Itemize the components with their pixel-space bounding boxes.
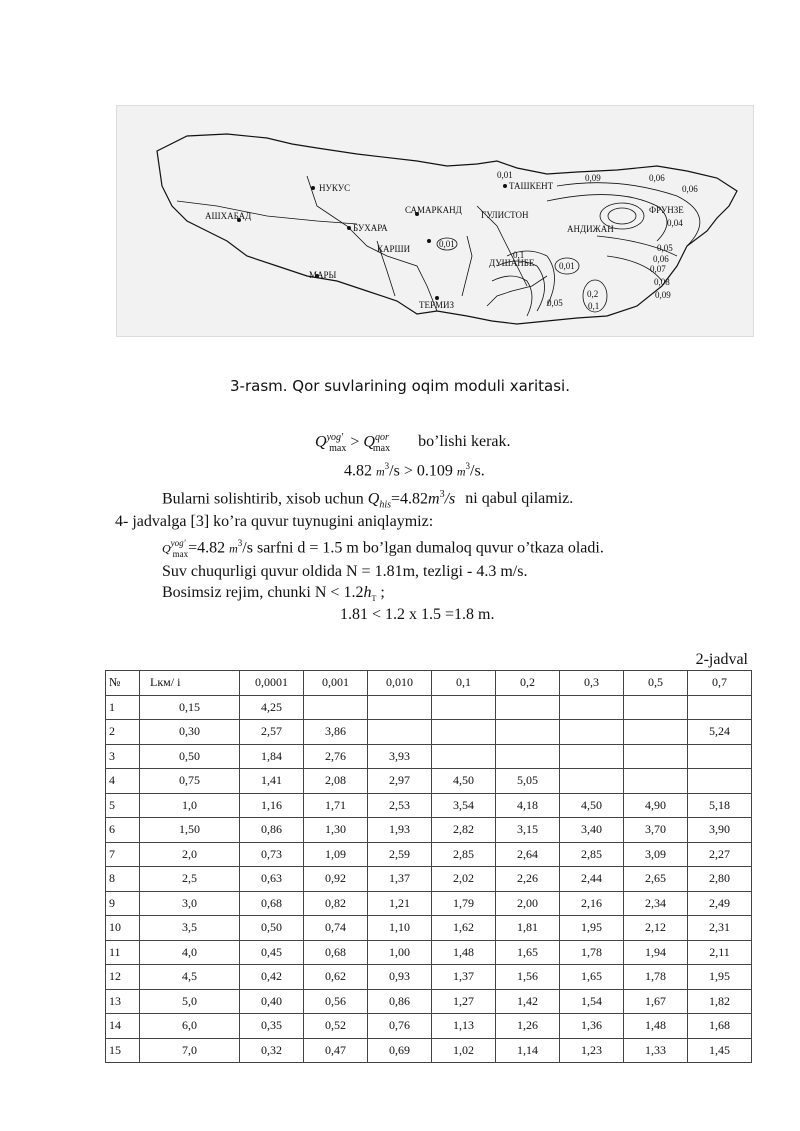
table-cell — [496, 695, 560, 720]
table-cell — [560, 744, 624, 769]
table-cell — [688, 769, 752, 794]
map-city-label: САМАРКАНД — [405, 205, 462, 215]
table-cell: 3,90 — [688, 818, 752, 843]
table-cell — [624, 695, 688, 720]
table-cell: 5,18 — [688, 793, 752, 818]
table-cell: Lкм/ i — [140, 671, 240, 696]
table-cell: 5,0 — [140, 989, 240, 1014]
table-cell: 3,70 — [624, 818, 688, 843]
map-isoline-label: 0,08 — [654, 277, 670, 287]
table-cell: 1,16 — [240, 793, 304, 818]
map-isoline-label: 0,01 — [497, 170, 513, 180]
table-cell: 4,50 — [560, 793, 624, 818]
table-cell: 1,27 — [432, 989, 496, 1014]
table-cell: 1,37 — [432, 965, 496, 990]
table-cell: 3,54 — [432, 793, 496, 818]
table-cell: 0,62 — [304, 965, 368, 990]
map-city-label: НУКУС — [319, 183, 351, 193]
table-cell: 7 — [106, 842, 140, 867]
table-cell: 0,40 — [240, 989, 304, 1014]
table-cell: 10 — [106, 916, 140, 941]
table-cell — [560, 769, 624, 794]
map-city-label: КАРШИ — [377, 244, 411, 254]
table-cell — [432, 720, 496, 745]
table-cell: 1,71 — [304, 793, 368, 818]
table-cell: 12 — [106, 965, 140, 990]
paragraph-line: 1.81 < 1.2 x 1.5 =1.8 m. — [340, 606, 495, 623]
table-cell — [560, 720, 624, 745]
table-cell: 0,52 — [304, 1014, 368, 1039]
table-cell: 4 — [106, 769, 140, 794]
table-cell: 0,92 — [304, 867, 368, 892]
paragraph-line: Bosimsiz rejim, chunki $N < 1.2h_T$ ; — [162, 584, 385, 604]
map-city-label: ТЕРМИЗ — [419, 300, 455, 310]
table-cell: 3,93 — [368, 744, 432, 769]
data-table — [105, 670, 752, 1063]
table-cell: 2,27 — [688, 842, 752, 867]
table-cell — [304, 695, 368, 720]
table-row — [106, 720, 752, 745]
table-cell: 2,76 — [304, 744, 368, 769]
table-cell: 2,65 — [624, 867, 688, 892]
table-cell: 1,56 — [496, 965, 560, 990]
table-row — [106, 695, 752, 720]
table-cell: 0,47 — [304, 1038, 368, 1063]
formula-comparison: $Q^{yog'}_{max} > Q^{qor}_{max}$ bo’lishi kerak. — [315, 432, 511, 454]
table-cell: 4,5 — [140, 965, 240, 990]
map-city-label: МАРЫ — [309, 270, 337, 280]
map-isoline-label: 0,06 — [653, 254, 669, 264]
table-row — [106, 891, 752, 916]
table-cell: 1,93 — [368, 818, 432, 843]
table-cell: 2,59 — [368, 842, 432, 867]
table-cell: 1,78 — [560, 940, 624, 965]
table-cell — [624, 769, 688, 794]
table-cell — [368, 695, 432, 720]
table-cell: 0,30 — [140, 720, 240, 745]
table-row — [106, 1014, 752, 1039]
paragraph-line: Bularni solishtirib, xisob uchun $Q_{his}=4.82m^3/s$ ni qabul qilamiz. — [162, 489, 574, 511]
table-cell: 11 — [106, 940, 140, 965]
table-cell — [432, 695, 496, 720]
table-cell: 1,62 — [432, 916, 496, 941]
table-cell — [688, 744, 752, 769]
table-cell: 2,57 — [240, 720, 304, 745]
table-cell: 1,84 — [240, 744, 304, 769]
table-cell: 1,41 — [240, 769, 304, 794]
table-row — [106, 965, 752, 990]
table-cell: 1,54 — [560, 989, 624, 1014]
table-cell: 0,68 — [240, 891, 304, 916]
map-city-label: АШХАБАД — [205, 211, 252, 221]
table-cell — [432, 744, 496, 769]
map-isoline-label: 0,07 — [650, 264, 666, 274]
table-cell: 9 — [106, 891, 140, 916]
map-isoline-label: 0,01 — [439, 239, 455, 249]
map-isoline-label: 0,01 — [559, 261, 575, 271]
table-row — [106, 769, 752, 794]
map-isoline-label: 0,2 — [587, 289, 599, 299]
map-isoline-label: 0,06 — [649, 173, 665, 183]
table-cell: 4,25 — [240, 695, 304, 720]
table-cell: 0,73 — [240, 842, 304, 867]
table-cell: 0,93 — [368, 965, 432, 990]
table-cell: 2,5 — [140, 867, 240, 892]
table-cell: 2,02 — [432, 867, 496, 892]
map-isoline-label: 0,1 — [588, 301, 600, 311]
table-cell: 1,37 — [368, 867, 432, 892]
runoff-map — [117, 106, 755, 338]
table-cell: 2,16 — [560, 891, 624, 916]
table-cell: 1,68 — [688, 1014, 752, 1039]
table-cell — [624, 744, 688, 769]
map-isoline-label: 0,1 — [513, 250, 525, 260]
table-cell: 1,48 — [432, 940, 496, 965]
table-cell: 2,11 — [688, 940, 752, 965]
table-cell: 1,95 — [688, 965, 752, 990]
table-cell: 2,08 — [304, 769, 368, 794]
table-cell: 1,10 — [368, 916, 432, 941]
table-cell: 2,12 — [624, 916, 688, 941]
table-row — [106, 916, 752, 941]
table-cell: 6,0 — [140, 1014, 240, 1039]
table-cell — [368, 720, 432, 745]
table-cell: 1,36 — [560, 1014, 624, 1039]
table-cell: 1,67 — [624, 989, 688, 1014]
table-cell: 1,65 — [560, 965, 624, 990]
table-cell: 2,49 — [688, 891, 752, 916]
table-cell: 7,0 — [140, 1038, 240, 1063]
map-isoline-label: 0,06 — [682, 184, 698, 194]
table-cell: 1,0 — [140, 793, 240, 818]
table-cell: 2,85 — [560, 842, 624, 867]
table-row — [106, 818, 752, 843]
table-cell: 1,26 — [496, 1014, 560, 1039]
map-city-label: АНДИЖАН — [567, 224, 614, 234]
table-cell: 0,010 — [368, 671, 432, 696]
table-cell: 0,0001 — [240, 671, 304, 696]
table-cell: 0,86 — [240, 818, 304, 843]
table-cell: 1,00 — [368, 940, 432, 965]
table-cell: 8 — [106, 867, 140, 892]
paragraph-line: Suv chuqurligi quvur oldida N = 1.81m, tezligi - 4.3 m/s. — [162, 563, 528, 580]
map-city-label: БУХАРА — [353, 223, 388, 233]
table-cell: 2,97 — [368, 769, 432, 794]
table-cell: 5,24 — [688, 720, 752, 745]
table-cell: 1,79 — [432, 891, 496, 916]
table-cell: 3,0 — [140, 891, 240, 916]
table-cell: 0,75 — [140, 769, 240, 794]
table-cell: 5 — [106, 793, 140, 818]
table-cell: 0,2 — [496, 671, 560, 696]
table-cell: 1,65 — [496, 940, 560, 965]
table-cell: 4,18 — [496, 793, 560, 818]
table-cell: 15 — [106, 1038, 140, 1063]
table-cell: 0,69 — [368, 1038, 432, 1063]
table-cell: 2,34 — [624, 891, 688, 916]
table-cell: 1,23 — [560, 1038, 624, 1063]
table-cell: 3,09 — [624, 842, 688, 867]
map-city-label: ФРУНЗЕ — [649, 205, 684, 215]
table-cell: 1,33 — [624, 1038, 688, 1063]
table-cell: 0,50 — [140, 744, 240, 769]
table-cell: 1,13 — [432, 1014, 496, 1039]
table-cell: 0,15 — [140, 695, 240, 720]
table-row — [106, 842, 752, 867]
table-cell: 13 — [106, 989, 140, 1014]
map-figure — [116, 105, 754, 337]
table-cell: 2,80 — [688, 867, 752, 892]
table-cell: 0,63 — [240, 867, 304, 892]
table-row — [106, 744, 752, 769]
table-cell: 0,5 — [624, 671, 688, 696]
table-cell: 1,82 — [688, 989, 752, 1014]
table-cell: 2,85 — [432, 842, 496, 867]
table-cell: 2,26 — [496, 867, 560, 892]
table-cell — [496, 744, 560, 769]
table-header-row — [106, 671, 752, 696]
table-cell: 5,05 — [496, 769, 560, 794]
paragraph-line: 4- jadvalga [3] ko’ra quvur tuynugini aniqlaymiz: — [115, 513, 434, 530]
paragraph-line: $Q^{yog'}_{max}=4.82$ $m^3/s$ sarfni d = 1.5 m bo’lgan dumaloq quvur o’tkaza oladi. — [162, 538, 604, 559]
table-cell: 1,78 — [624, 965, 688, 990]
table-cell: 3,86 — [304, 720, 368, 745]
table-cell: 2,44 — [560, 867, 624, 892]
map-isoline-label: 0,09 — [585, 173, 601, 183]
table-cell: 2,82 — [432, 818, 496, 843]
map-isoline-label: 0,09 — [655, 290, 671, 300]
table-cell: 0,56 — [304, 989, 368, 1014]
table-cell: 1,21 — [368, 891, 432, 916]
table-row — [106, 940, 752, 965]
table-cell: 6 — [106, 818, 140, 843]
table-cell: 0,68 — [304, 940, 368, 965]
table-cell: 1,02 — [432, 1038, 496, 1063]
table-cell: 1,50 — [140, 818, 240, 843]
table-row — [106, 793, 752, 818]
table-cell: 0,32 — [240, 1038, 304, 1063]
table-cell: 0,76 — [368, 1014, 432, 1039]
table-cell: 1,95 — [560, 916, 624, 941]
table-cell: 1,09 — [304, 842, 368, 867]
table-cell: 0,1 — [432, 671, 496, 696]
table-cell — [688, 695, 752, 720]
table-cell: 0,7 — [688, 671, 752, 696]
table-cell: 0,82 — [304, 891, 368, 916]
table-cell — [624, 720, 688, 745]
formula-values: 4.82 $m^3/s > 0.109$ $m^3/s$. — [344, 461, 485, 480]
table-cell: 0,42 — [240, 965, 304, 990]
map-city-label: ТАШКЕНТ — [509, 181, 554, 191]
map-isoline-label: 0,05 — [547, 298, 563, 308]
table-cell — [496, 720, 560, 745]
table-cell: 2,00 — [496, 891, 560, 916]
map-city-label: ДУШАНБЕ — [489, 258, 535, 268]
table-cell: 2,0 — [140, 842, 240, 867]
table-cell: 1 — [106, 695, 140, 720]
table-cell: 2,64 — [496, 842, 560, 867]
table-cell: 4,50 — [432, 769, 496, 794]
table-cell: 3,40 — [560, 818, 624, 843]
table-cell: 0,35 — [240, 1014, 304, 1039]
table-cell: 2,53 — [368, 793, 432, 818]
table-cell: 1,48 — [624, 1014, 688, 1039]
table-cell: 4,90 — [624, 793, 688, 818]
table-cell: 1,30 — [304, 818, 368, 843]
table-cell: 14 — [106, 1014, 140, 1039]
map-city-label: ГУЛИСТОН — [481, 210, 529, 220]
table-cell: 0,001 — [304, 671, 368, 696]
table-row — [106, 1038, 752, 1063]
table-cell: 0,50 — [240, 916, 304, 941]
table-cell: 2 — [106, 720, 140, 745]
table-cell: 0,45 — [240, 940, 304, 965]
table-row — [106, 867, 752, 892]
table-cell: 1,94 — [624, 940, 688, 965]
table-cell: 3,5 — [140, 916, 240, 941]
table-cell: № — [106, 671, 140, 696]
table-cell: 0,86 — [368, 989, 432, 1014]
table-cell: 1,42 — [496, 989, 560, 1014]
table-cell — [560, 695, 624, 720]
table-cell: 1,14 — [496, 1038, 560, 1063]
table-cell: 1,45 — [688, 1038, 752, 1063]
table-row — [106, 989, 752, 1014]
table-cell: 4,0 — [140, 940, 240, 965]
figure-caption: 3-rasm. Qor suvlarining oqim moduli xaritasi. — [230, 377, 570, 395]
map-isoline-label: 0,05 — [657, 243, 673, 253]
table-cell: 3,15 — [496, 818, 560, 843]
table-cell: 0,3 — [560, 671, 624, 696]
table-cell: 0,74 — [304, 916, 368, 941]
table-label: 2-jadval — [695, 651, 748, 668]
table-cell: 3 — [106, 744, 140, 769]
map-isoline-label: 0,04 — [667, 218, 683, 228]
table-cell: 1,81 — [496, 916, 560, 941]
table-cell: 2,31 — [688, 916, 752, 941]
